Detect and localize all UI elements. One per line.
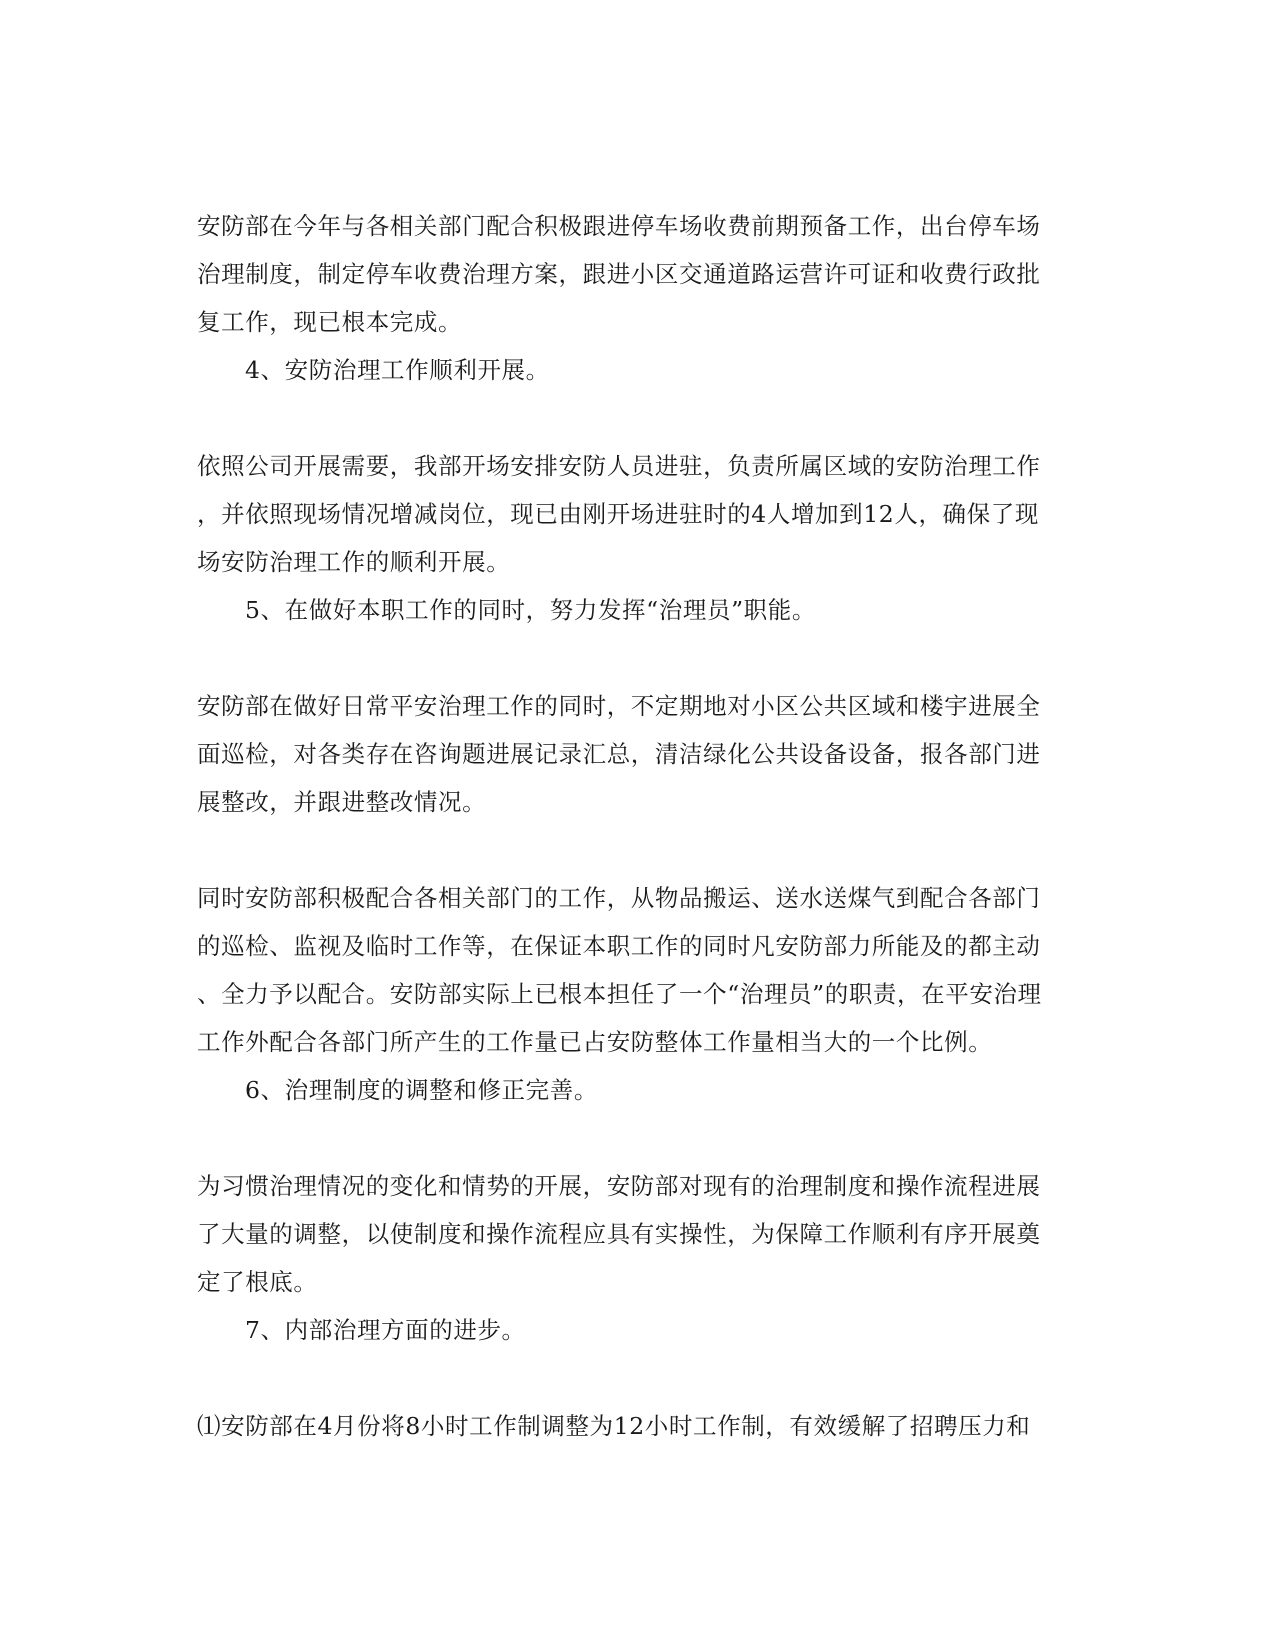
paragraph-line: 依照公司开展需要，我部开场安排安防人员进驻，负责所属区域的安防治理工作 <box>197 452 1041 480</box>
paragraph-line: 了大量的调整，以使制度和操作流程应具有实操性，为保障工作顺利有序开展奠 <box>197 1220 1041 1248</box>
paragraph-line: 复工作，现已根本完成。 <box>197 308 463 336</box>
paragraph-line: 为习惯治理情况的变化和情势的开展，安防部对现有的治理制度和操作流程进展 <box>197 1172 1041 1200</box>
paragraph-line: 、全力予以配合。安防部实际上已根本担任了一个“治理员”的职责，在平安治理 <box>197 980 1042 1008</box>
paragraph-line: 同时安防部积极配合各相关部门的工作，从物品搬运、送水送煤气到配合各部门 <box>197 884 1041 912</box>
paragraph-line: 治理制度，制定停车收费治理方案，跟进小区交通道路运营许可证和收费行政批 <box>197 260 1041 288</box>
section-heading: 6、治理制度的调整和修正完善。 <box>245 1076 598 1104</box>
paragraph-line: 面巡检，对各类存在咨询题进展记录汇总，清洁绿化公共设备设备，报各部门进 <box>197 740 1041 768</box>
paragraph-line: 场安防治理工作的顺利开展。 <box>197 548 511 576</box>
section-heading: 7、内部治理方面的进步。 <box>245 1316 526 1344</box>
paragraph-line: 工作外配合各部门所产生的工作量已占安防整体工作量相当大的一个比例。 <box>197 1028 993 1056</box>
paragraph-line: ，并依照现场情况增减岗位，现已由刚开场进驻时的4人增加到12人，确保了现 <box>197 500 1039 528</box>
paragraph-line: 安防部在做好日常平安治理工作的同时，不定期地对小区公共区域和楼宇进展全 <box>197 692 1041 720</box>
paragraph-line: 安防部在今年与各相关部门配合积极跟进停车场收费前期预备工作，出台停车场 <box>197 212 1041 240</box>
paragraph-line: ⑴安防部在4月份将8小时工作制调整为12小时工作制，有效缓解了招聘压力和 <box>197 1412 1031 1440</box>
paragraph-line: 定了根底。 <box>197 1268 318 1296</box>
section-heading: 4、安防治理工作顺利开展。 <box>245 356 550 384</box>
paragraph-line: 展整改，并跟进整改情况。 <box>197 788 487 816</box>
paragraph-line: 的巡检、监视及临时工作等，在保证本职工作的同时凡安防部力所能及的都主动 <box>197 932 1041 960</box>
section-heading: 5、在做好本职工作的同时，努力发挥“治理员”职能。 <box>245 596 816 624</box>
